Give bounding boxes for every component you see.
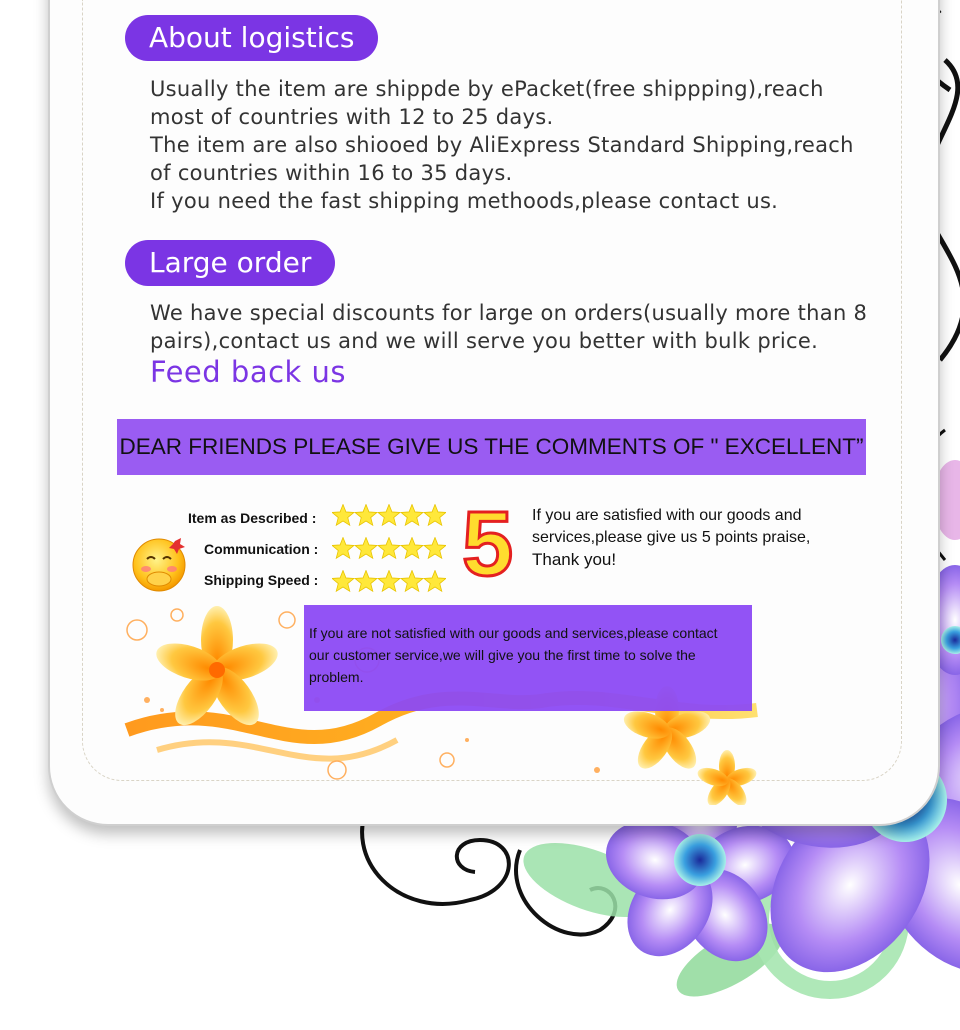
logistics-line: If you need the fast shipping methoods,please contact us. (150, 189, 779, 213)
star-icon (401, 571, 423, 592)
large-order-heading: Large order (125, 240, 335, 286)
star-icon (424, 538, 446, 559)
large-order-line: pairs),contact us and we will serve you better with bulk price. (150, 329, 819, 353)
rating-label-shipping-speed: Shipping Speed : (204, 572, 319, 588)
star-icon (355, 571, 377, 592)
unsatisfied-line: If you are not satisfied with our goods and services,please contact (309, 625, 718, 641)
large-order-line: We have special discounts for large on orders(usually more than 8 (150, 301, 868, 325)
unsatisfied-message (309, 622, 755, 688)
satisfied-line: If you are satisfied with our goods and (532, 507, 802, 524)
satisfied-line: services,please give us 5 points praise, (532, 529, 811, 546)
unsatisfied-line: problem. (309, 669, 364, 685)
rating-stars-shipping-speed (332, 570, 446, 594)
logistics-paragraph (150, 75, 870, 215)
star-icon (378, 571, 400, 592)
smiley-emoji-icon (131, 535, 191, 593)
five-points-number: 5 (462, 493, 514, 595)
feedback-banner: DEAR FRIENDS PLEASE GIVE US THE COMMENTS OF " EXCELLENT” (117, 419, 866, 475)
satisfied-line: Thank you! (532, 550, 617, 569)
star-icon (424, 571, 446, 592)
star-icon (332, 571, 354, 592)
logistics-line: Usually the item are shippde by ePacket(free shippping),reach (150, 77, 824, 101)
rating-stars-communication (332, 537, 446, 561)
star-icon (378, 538, 400, 559)
rating-label-item-described: Item as Described : (188, 510, 317, 526)
unsatisfied-line: our customer service,we will give you the first time to solve the (309, 647, 696, 663)
rating-label-communication: Communication : (204, 541, 319, 557)
star-icon (332, 505, 354, 526)
large-order-paragraph (150, 299, 870, 355)
star-icon (378, 505, 400, 526)
star-icon (401, 505, 423, 526)
star-icon (401, 538, 423, 559)
star-icon (355, 505, 377, 526)
star-icon (424, 505, 446, 526)
logistics-line: The item are also shiooed by AliExpress Standard Shipping,reach (150, 133, 854, 157)
feedback-heading: Feed back us (150, 355, 347, 389)
star-icon (332, 538, 354, 559)
star-icon (355, 538, 377, 559)
about-logistics-heading: About logistics (125, 15, 378, 61)
logistics-line: most of countries with 12 to 25 days. (150, 105, 554, 129)
rating-stars-item-described (332, 504, 446, 528)
logistics-line: of countries within 16 to 35 days. (150, 161, 513, 185)
satisfied-message (532, 505, 852, 571)
